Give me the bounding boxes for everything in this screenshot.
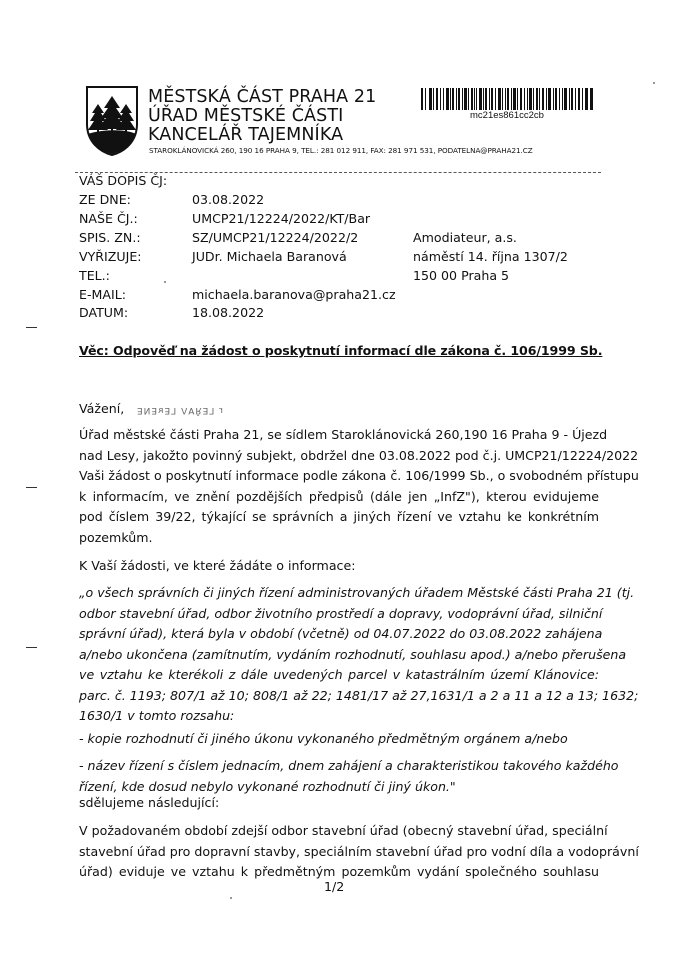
ref-value-vyrizuje: JUDr. Michaela Baranová [192,249,347,264]
text-line: Úřad městské části Praha 21, se sídlem Staroklánovická 260,190 16 Praha 9 - Újezd [79,427,608,442]
ref-label-datum: DATUM: [79,305,129,320]
text-line: - název řízení s číslem jednacím, dnem zahájení a charakteristikou takového každého [79,758,619,773]
text-line: K Vaší žádosti, ve které žádáte o informace: [79,558,356,573]
page-number: 1/2 [324,879,345,894]
barcode-text: mc21es861cc2cb [470,110,544,121]
scan-speck [230,897,232,899]
paragraph-intro [79,425,639,548]
text-line: V požadovaném období zdejší odbor stavební úřad (obecný stavební úřad, speciální [79,823,608,838]
text-line: Vaši žádost o poskytnutí informace podle zákona č. 106/1999 Sb., o svobodném přístupu [79,468,639,483]
text-line: správní úřad), která byla v období (včetně) od 04.07.2022 do 03.08.2022 zahájena [79,626,603,641]
margin-mark [26,327,37,328]
ref-label-vyrizuje: VYŘIZUJE: [79,249,142,264]
org-name-line-1: MĚSTSKÁ ČÁST PRAHA 21 [148,87,377,107]
ref-value-datum: 18.08.2022 [192,305,265,320]
text-line: odbor stavební úřad, odbor životního prostředí a dopravy, vodoprávní úřad, silniční [79,605,603,621]
salutation: Vážení, [79,401,125,416]
quoted-bullet-2 [79,756,619,797]
paragraph-answer [79,821,639,883]
ref-label-tel: TEL.: [79,268,110,283]
org-name-line-3: KANCELÁŘ TAJEMNÍKA [148,125,344,145]
ref-value-nase-cj: UMCP21/12224/2022/KT/Bar [192,211,371,226]
text-line: pod číslem 39/22, týkající se správních a jiných řízení ve vztahu ke konkrétním [79,509,599,524]
quoted-request [79,583,639,727]
scan-speck [164,281,166,283]
ref-value-ze-dne: 03.08.2022 [192,192,265,207]
text-line: ve vztahu ke kterékoli z dále uvedených parcel v katastrálním území Klánovice: [79,667,599,682]
org-address: STAROKLÁNOVICKÁ 260, 190 16 PRAHA 9, TEL.: 281 012 911, FAX: 281 971 531, PODATELNA@PRAHA21.CZ [149,146,533,155]
text-line: - kopie rozhodnutí či jiného úkonu vykonaného předmětným orgánem a/nebo [79,731,568,746]
margin-mark [26,487,37,488]
redacted-recipient-name: ƎNƎᴚƎ⅂ ɅꓯŘƎ⅂ ɹ [137,405,224,415]
text-line: 1630/1 v tomto rozsahu: [79,708,235,723]
paragraph-we-inform [79,793,599,814]
quoted-bullet-1 [79,729,599,750]
text-line: nad Lesy, jakožto povinný subjekt, obdržel dne 03.08.2022 pod č.j. UMCP21/12224/2022 [79,447,639,463]
ref-label-vas-dopis: VÁŠ DOPIS ČJ: [79,173,168,188]
text-line: úřad) eviduje ve vztahu k předmětným pozemkům vydání společného souhlasu [79,864,599,879]
recipient-street: náměstí 14. října 1307/2 [413,249,568,264]
ref-label-ze-dne: ZE DNE: [79,192,131,207]
coat-of-arms-icon [84,84,140,156]
org-name-line-2: ÚŘAD MĚSTSKÉ ČÁSTI [148,106,344,126]
text-line: k informacím, ve znění pozdějších předpisů (dále jen „InfZ"), kterou evidujeme [79,488,599,504]
scan-speck [653,82,655,84]
text-line: stavební úřad pro dopravní stavby, speciálním stavební úřad pro vodní díla a vodoprávní [79,843,639,859]
margin-mark [26,647,37,648]
text-line: parc. č. 1193; 807/1 až 10; 808/1 až 22; 1481/17 až 27,1631/1 a 2 a 11 a 12 a 13; 1632; [79,687,639,703]
text-line: sdělujeme následující: [79,795,220,810]
paragraph-request-intro [79,556,599,577]
recipient-city: 150 00 Praha 5 [413,268,510,283]
recipient-name: Amodiateur, a.s. [413,230,517,245]
ref-value-spis-zn: SZ/UMCP21/12224/2022/2 [192,230,359,245]
ref-label-spis-zn: SPIS. ZN.: [79,230,141,245]
ref-label-nase-cj: NAŠE ČJ.: [79,211,138,226]
text-line: řízení, kde dosud nebylo vykonané rozhodnutí či jiný úkon." [79,778,456,794]
ref-value-email: michaela.baranova@praha21.cz [192,287,396,302]
text-line: pozemkům. [79,529,153,545]
text-line: a/nebo ukončena (zamítnutím, vydáním rozhodnutí, souhlasu apod.) a/nebo přerušena [79,646,627,662]
text-line: „o všech správních či jiných řízení administrovaných úřadem Městské části Praha 21 (tj. [79,585,635,600]
barcode-icon [421,88,593,110]
letter-subject: Věc: Odpověď na žádost o poskytnutí informací dle zákona č. 106/1999 Sb. [79,343,603,358]
ref-label-email: E-MAIL: [79,287,126,302]
